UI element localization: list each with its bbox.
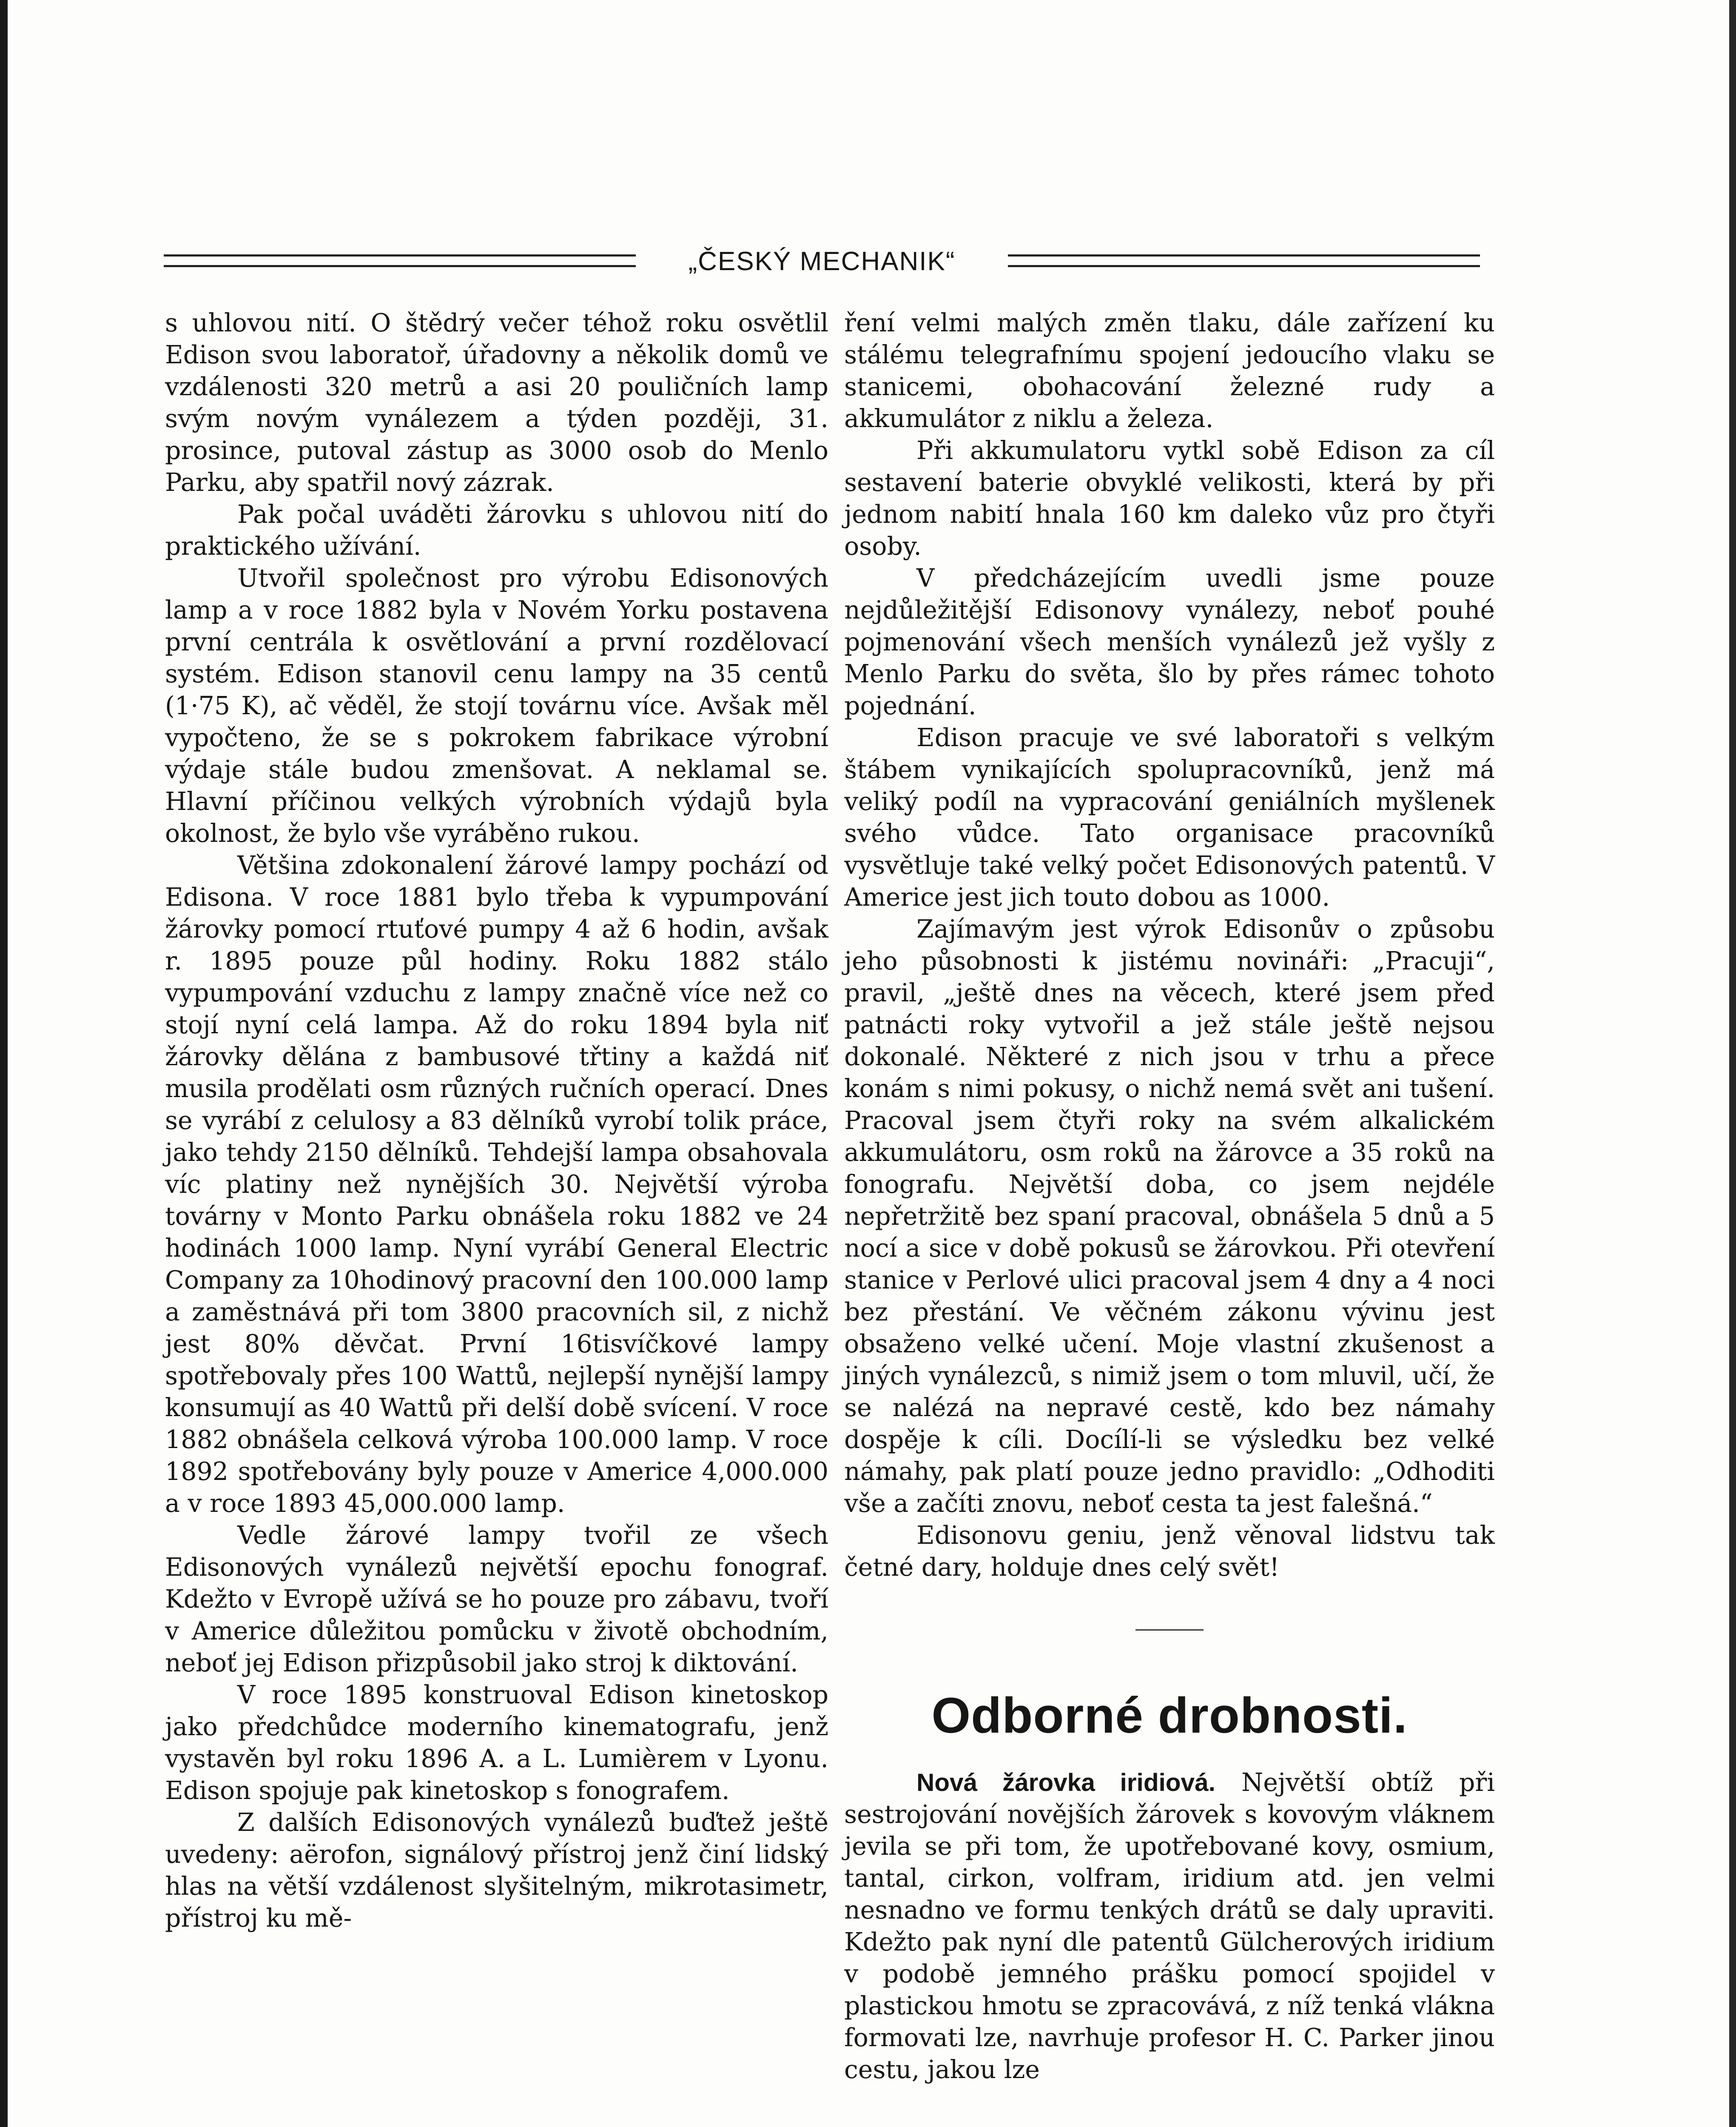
paragraph: Vedle žárové lampy tvořil ze všech Edisonových vynálezů největší epochu fonograf. Kdežto v Evropě užívá se ho pouze pro zábavu, tvoří v Americe důležitou pomůcku v životě obchodním, neboť jej Edison přizpůsobil jako stroj k diktování.	[165, 1521, 828, 1677]
journal-title: „ČESKÝ MECHANIK“	[688, 247, 956, 276]
section-divider	[1136, 1629, 1204, 1631]
scan-border-right	[1729, 0, 1736, 2127]
section-text: Největší obtíž při sestrojování novějších žárovek s kovovým vláknem jevila se při tom, že upotřebované kovy, osmium, tantal, cirkon, volfram, iridium atd. jen velmi nesnadno ve formu tenkých drátů se daly upraviti. Kdežto pak nyní dle patentů Gülcherových iridium v podobě jemného prášku pomocí spojidel v plastickou hmotu se zpracovává, z níž tenká vlákna formovati lze, navrhuje profesor H. C. Parker jinou cestu, jakou lze	[844, 1768, 1495, 2084]
section-paragraph	[844, 1767, 1495, 2086]
header-rule-left	[164, 254, 636, 267]
paragraph: Většina zdokonalení žárové lampy pochází od Edisona. V roce 1881 bylo třeba k vypumpování žárovky pomocí rtuťové pumpy 4 až 6 hodin, avšak r. 1895 pouze půl hodiny. Roku 1882 stálo vypumpování vzduchu z lampy značně více než co stojí nyní celá lampa. Až do roku 1894 byla niť žárovky dělána z bambusové třtiny a každá niť musila prodělati osm různých ručních operací. Dnes se vyrábí z celulosy a 83 dělníků vyrobí tolik práce, jako tehdy 2150 dělníků. Tehdejší lampa obsahovala víc platiny než nynějších 30. Největší výroba továrny v Monto Parku obnášela roku 1882 ve 24 hodinách 1000 lamp. Nyní vyrábí General Electric Company za 10hodinový pracovní den 100.000 lamp a zaměstnává při tom 3800 pracovních sil, z nichž jest 80% děvčat. První 16tisvíčkové lampy spotřebovaly přes 100 Wattů, nejlepší nynější lampy konsumují as 40 Wattů při delší době svícení. V roce 1882 obnášela celková výroba 100.000 lamp. V roce 1892 spotřebovány byly pouze v Americe 4,000.000 a v roce 1893 45,000.000 lamp.	[165, 851, 828, 1518]
paragraph: Při akkumulatoru vytkl sobě Edison za cíl sestavení baterie obvyklé velikosti, která by při jednom nabití hnala 160 km daleko vůz pro čtyři osoby.	[844, 436, 1495, 561]
paragraph: Utvořil společnost pro výrobu Edisonových lamp a v roce 1882 byla v Novém Yorku postavena první centrála k osvětlování a první rozdělovací systém. Edison stanovil cenu lampy na 35 centů (1·75 K), ač věděl, že stojí továrnu více. Avšak měl vypočteno, že se s pokrokem fabrikace výrobní výdaje stále budou zmenšovat. A neklamal se. Hlavní příčinou velkých výrobních výdajů byla okolnost, že bylo vše vyráběno rukou.	[165, 564, 828, 848]
paragraph: V předcházejícím uvedli jsme pouze nejdůležitější Edisonovy vynálezy, neboť pouhé pojmenování všech menších vynálezů jež vyšly z Menlo Parku do světa, šlo by přes rámec tohoto pojednání.	[844, 564, 1495, 720]
paragraph: s uhlovou nití. O štědrý večer téhož roku osvětlil Edison svou laboratoř, úřadovny a několik domů ve vzdálenosti 320 metrů a asi 20 pouličních lamp svým novým vynálezem a týden později, 31. prosince, putoval zástup as 3000 osob do Menlo Parku, aby spatřil nový zázrak.	[165, 308, 828, 497]
section-heading: Odborné drobnosti.	[931, 1688, 1408, 1744]
left-column	[165, 307, 828, 1934]
header-rule-right	[1008, 254, 1480, 267]
paragraph: Edisonovu geniu, jenž věnoval lidstvu tak četné dary, holduje dnes celý svět!	[844, 1521, 1495, 1582]
section-lead: Nová žárovka iridiová.	[916, 1769, 1215, 1796]
paragraph: Zajímavým jest výrok Edisonův o způsobu jeho působnosti k jistému novináři: „Pracuji“, pravil, „ještě dnes na věcech, které jsem před patnácti roky vytvořil a jež stále ještě nejsou dokonalé. Některé z nich jsou v trhu a přece konám s nimi pokusy, o nichž nemá svět ani tušení. Pracoval jsem čtyři roky na svém alkalickém akkumulátoru, osm roků na žárovce a 35 roků na fonografu. Největší doba, co jsem nejdéle nepřetržitě bez spaní pracoval, obnášela 5 dnů a 5 nocí a sice v době pokusů se žárovkou. Při otevření stanice v Perlové ulici pracoval jsem 4 dny a 4 noci bez přestání. Ve věčném zákonu vývinu jest obsaženo velké učení. Moje vlastní zkušenost a jiných vynálezců, s nimiž jsem o tom mluvil, učí, že se nalézá na nepravé cestě, kdo bez námahy dospěje k cíli. Docílí-li se výsledku bez velké námahy, pak platí pouze jedno pravidlo: „Odhoditi vše a začíti znovu, neboť cesta ta jest falešná.“	[844, 915, 1495, 1518]
paragraph: ření velmi malých změn tlaku, dále zařízení ku stálému telegrafnímu spojení jedoucího vlaku se stanicemi, obohacování železné rudy a akkumulátor z niklu a železa.	[844, 308, 1495, 433]
paragraph: Edison pracuje ve své laboratoři s velkým štábem vynikajících spolupracovníků, jenž má veliký podíl na vypracování geniálních myšlenek svého vůdce. Tato organisace pracovníků vysvětluje také velký počet Edisonových patentů. V Americe jest jich touto dobou as 1000.	[844, 723, 1495, 912]
right-column	[844, 307, 1495, 2086]
paragraph: Pak počal uváděti žárovku s uhlovou nití do praktického užívání.	[165, 500, 828, 561]
paragraph: Z dalších Edisonových vynálezů buďtež ještě uvedeny: aërofon, signálový přístroj jenž činí lidský hlas na větší vzdálenost slyšitelným, mikrotasimetr, přístroj ku mě-	[165, 1808, 828, 1933]
scan-border-left	[0, 0, 8, 2127]
running-header	[164, 242, 1480, 281]
paragraph: V roce 1895 konstruoval Edison kinetoskop jako předchůdce moderního kinematografu, jenž vystavěn byl roku 1896 A. a L. Lumièrem v Lyonu. Edison spojuje pak kinetoskop s fonografem.	[165, 1680, 828, 1805]
